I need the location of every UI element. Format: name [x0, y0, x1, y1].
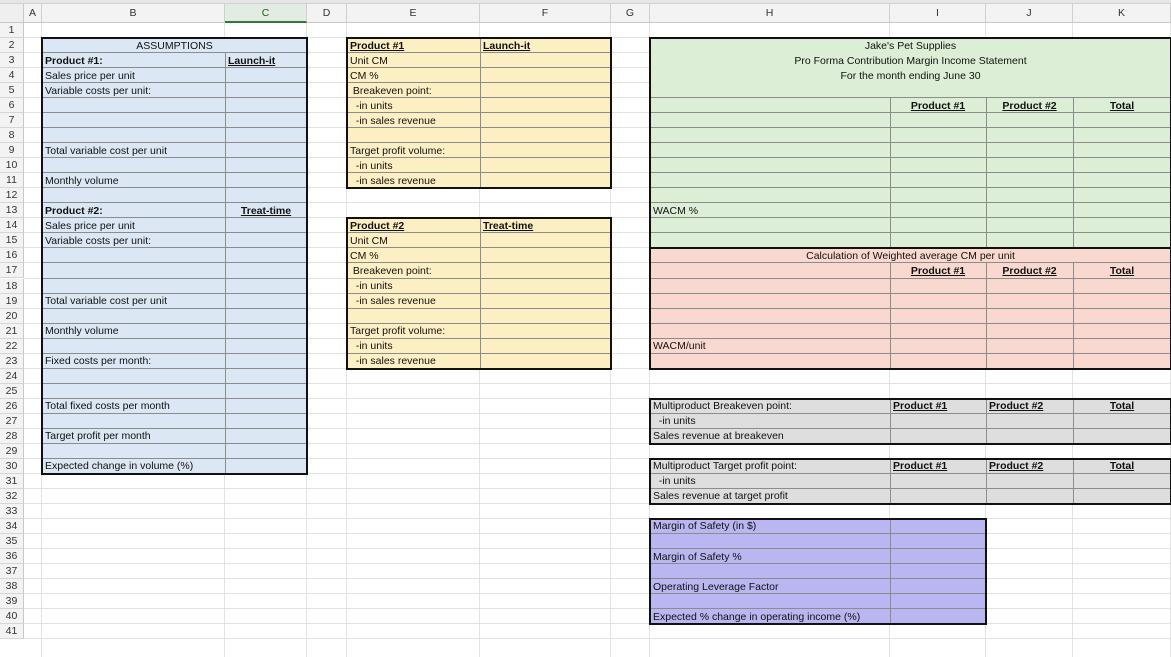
is-title-2[interactable]: Pro Forma Contribution Margin Income Statement — [794, 54, 1027, 67]
column-header-c[interactable]: C — [225, 4, 307, 23]
expected-op-income[interactable]: Expected % change in operating income (%) — [653, 610, 861, 623]
wacm-unit-label[interactable]: WACM/unit — [653, 340, 706, 353]
cell-divider — [890, 263, 891, 368]
sales-price-label[interactable]: Sales price per unit — [45, 69, 135, 82]
column-header-j[interactable]: J — [986, 4, 1073, 23]
product2-header[interactable]: Product #2 — [350, 219, 405, 232]
product1-label[interactable]: Product #1: — [45, 54, 103, 67]
row-header-32[interactable]: 32 — [0, 489, 24, 504]
product1-name[interactable]: Launch-it — [228, 54, 276, 67]
cell-divider — [225, 53, 226, 474]
cell-divider — [986, 98, 987, 248]
fixed-costs-label[interactable]: Fixed costs per month: — [45, 355, 152, 368]
monthly-volume2-label[interactable]: Monthly volume — [45, 325, 119, 338]
monthly-volume-label[interactable]: Monthly volume — [45, 174, 119, 187]
product2-target[interactable]: Target profit volume: — [350, 325, 446, 338]
gridline-h — [24, 593, 1171, 594]
cell-divider — [650, 187, 1171, 188]
is-col-product1[interactable]: Product #1 — [910, 99, 966, 112]
row-header-28[interactable]: 28 — [0, 429, 24, 444]
column-header-k[interactable]: K — [1073, 4, 1171, 23]
cell-divider — [650, 308, 1171, 309]
product1-t-sales[interactable]: -in sales revenue — [350, 174, 436, 187]
total-variable2-label[interactable]: Total variable cost per unit — [45, 295, 167, 308]
product1-target[interactable]: Target profit volume: — [350, 144, 446, 157]
is-title-3[interactable]: For the month ending June 30 — [840, 69, 981, 82]
row-header-13[interactable]: 13 — [0, 203, 24, 218]
row-header-29[interactable]: 29 — [0, 444, 24, 459]
column-header-b[interactable]: B — [42, 4, 225, 23]
cell-divider — [1073, 98, 1074, 248]
product1-be-units[interactable]: -in units — [350, 99, 393, 112]
column-header-h[interactable]: H — [650, 4, 890, 23]
tp-title[interactable]: Multiproduct Target profit point: — [653, 460, 797, 473]
product1-unit-cm[interactable]: Unit CM — [350, 54, 388, 67]
row-header-36[interactable]: 36 — [0, 549, 24, 564]
column-header-a[interactable]: A — [24, 4, 42, 23]
product2-be-units[interactable]: -in units — [350, 280, 393, 292]
row-header-17[interactable]: 17 — [0, 263, 24, 278]
row-header-26[interactable]: 26 — [0, 399, 24, 414]
total-variable-label[interactable]: Total variable cost per unit — [45, 144, 167, 157]
row-header-39[interactable]: 39 — [0, 594, 24, 609]
target-profit-label[interactable]: Target profit per month — [45, 430, 151, 443]
row-header-35[interactable]: 35 — [0, 534, 24, 549]
row-header-22[interactable]: 22 — [0, 339, 24, 354]
row-header-27[interactable]: 27 — [0, 414, 24, 429]
row-header-6[interactable]: 6 — [0, 98, 24, 113]
column-header-e[interactable]: E — [347, 4, 480, 23]
total-fixed-label[interactable]: Total fixed costs per month — [45, 400, 170, 413]
cell-divider — [42, 262, 307, 263]
expected-change-label[interactable]: Expected change in volume (%) — [45, 460, 194, 473]
olf[interactable]: Operating Leverage Factor — [653, 580, 779, 593]
be-col-product1[interactable]: Product #1 — [893, 400, 948, 413]
row-header-12[interactable]: 12 — [0, 188, 24, 203]
cell-divider — [890, 519, 891, 624]
row-header-14[interactable]: 14 — [0, 218, 24, 233]
product1-name[interactable]: Launch-it — [483, 39, 531, 52]
product1-header[interactable]: Product #1 — [350, 39, 405, 52]
row-header-16[interactable]: 16 — [0, 248, 24, 263]
mos-dollar[interactable]: Margin of Safety (in $) — [653, 520, 757, 533]
product2-unit-cm[interactable]: Unit CM — [350, 234, 388, 247]
row-header-25[interactable]: 25 — [0, 384, 24, 399]
cell-divider — [650, 127, 1171, 128]
gridline-h — [24, 563, 1171, 564]
row-header-24[interactable]: 24 — [0, 369, 24, 384]
tp-col-product2[interactable]: Product #2 — [989, 460, 1044, 473]
cell-divider — [890, 98, 891, 248]
row-header-41[interactable]: 41 — [0, 624, 24, 639]
row-header-8[interactable]: 8 — [0, 128, 24, 143]
cell-divider — [650, 293, 1171, 294]
tp-col-total[interactable]: Total — [1109, 460, 1135, 473]
column-header-i[interactable]: I — [890, 4, 986, 23]
row-header-19[interactable]: 19 — [0, 294, 24, 309]
wacm-col-total[interactable]: Total — [1109, 264, 1135, 277]
gridline-h — [24, 578, 1171, 579]
variable-costs-label[interactable]: Variable costs per unit: — [45, 84, 152, 97]
cell-divider — [480, 218, 481, 368]
row-header-11[interactable]: 11 — [0, 173, 24, 188]
gridline-h — [24, 623, 1171, 624]
product2-cm-pct[interactable]: CM % — [350, 249, 379, 262]
is-col-total[interactable]: Total — [1109, 99, 1135, 112]
row-header-23[interactable]: 23 — [0, 354, 24, 369]
assumptions-title[interactable]: ASSUMPTIONS — [136, 39, 213, 52]
product1-t-units[interactable]: -in units — [350, 159, 393, 172]
column-header-d[interactable]: D — [307, 4, 347, 23]
row-header-18[interactable]: 18 — [0, 279, 24, 294]
cell-divider — [42, 112, 307, 113]
wacm-col-product1[interactable]: Product #1 — [910, 264, 966, 277]
is-title-1[interactable]: Jake's Pet Supplies — [864, 39, 957, 52]
cell-divider — [42, 127, 307, 128]
row-header-1[interactable]: 1 — [0, 23, 24, 38]
product2-label[interactable]: Product #2: — [45, 204, 103, 217]
gridline-h — [24, 518, 1171, 519]
gridline-h — [24, 548, 1171, 549]
column-header-f[interactable]: F — [480, 4, 611, 23]
row-header-30[interactable]: 30 — [0, 459, 24, 474]
tp-col-product1[interactable]: Product #1 — [893, 460, 948, 473]
cell-divider — [42, 278, 307, 279]
row-header-2[interactable]: 2 — [0, 38, 24, 53]
cell-divider — [480, 38, 481, 188]
row-header-37[interactable]: 37 — [0, 564, 24, 579]
row-header-40[interactable]: 40 — [0, 609, 24, 624]
product1-cm-pct[interactable]: CM % — [350, 69, 379, 82]
gridline-h — [24, 638, 1171, 639]
be-sales[interactable]: Sales revenue at breakeven — [653, 430, 784, 443]
variable-costs2-label[interactable]: Variable costs per unit: — [45, 234, 152, 247]
row-header-21[interactable]: 21 — [0, 324, 24, 339]
product2-t-units[interactable]: -in units — [350, 340, 393, 353]
row-header-7[interactable]: 7 — [0, 113, 24, 128]
column-header-g[interactable]: G — [611, 4, 650, 23]
row-header-34[interactable]: 34 — [0, 519, 24, 534]
row-header-31[interactable]: 31 — [0, 474, 24, 489]
tp-units[interactable]: -in units — [653, 475, 696, 488]
cell-divider — [650, 157, 1171, 158]
be-col-total[interactable]: Total — [1109, 400, 1135, 413]
row-header-38[interactable]: 38 — [0, 579, 24, 594]
tp-sales[interactable]: Sales revenue at target profit — [653, 490, 788, 503]
gridline-h — [24, 533, 1171, 534]
product1-breakeven[interactable]: Breakeven point: — [350, 84, 432, 97]
is-col-product2[interactable]: Product #2 — [1002, 99, 1057, 112]
product2-name[interactable]: Treat-time — [483, 219, 534, 232]
cell-divider — [42, 383, 307, 384]
cell-divider — [1073, 263, 1074, 368]
be-units[interactable]: -in units — [653, 415, 696, 428]
row-header-9[interactable]: 9 — [0, 143, 24, 158]
product1-be-sales[interactable]: -in sales revenue — [350, 114, 436, 127]
cell-divider — [650, 323, 1171, 324]
gridline-h — [24, 608, 1171, 609]
wacm-col-product2[interactable]: Product #2 — [1002, 264, 1057, 277]
row-header-4[interactable]: 4 — [0, 68, 24, 83]
product2-name[interactable]: Treat-time — [240, 204, 292, 217]
wacm-title[interactable]: Calculation of Weighted average CM per unit — [806, 249, 1015, 262]
product2-be-sales[interactable]: -in sales revenue — [350, 295, 436, 308]
row-header-33[interactable]: 33 — [0, 504, 24, 519]
cell-divider — [650, 172, 1171, 173]
row-header-10[interactable]: 10 — [0, 158, 24, 173]
cell-divider — [650, 232, 1171, 233]
sales-price2-label[interactable]: Sales price per unit — [45, 219, 135, 232]
cell-divider — [986, 263, 987, 368]
cell-divider — [650, 142, 1171, 143]
row-header-15[interactable]: 15 — [0, 233, 24, 248]
row-header-20[interactable]: 20 — [0, 309, 24, 324]
product2-breakeven[interactable]: Breakeven point: — [350, 264, 432, 277]
be-title[interactable]: Multiproduct Breakeven point: — [653, 400, 792, 413]
row-header-3[interactable]: 3 — [0, 53, 24, 68]
product2-t-sales[interactable]: -in sales revenue — [350, 355, 436, 368]
mos-pct[interactable]: Margin of Safety % — [653, 550, 742, 563]
select-all-corner[interactable] — [0, 4, 24, 23]
be-col-product2[interactable]: Product #2 — [989, 400, 1044, 413]
row-header-5[interactable]: 5 — [0, 83, 24, 98]
is-wacm-pct[interactable]: WACM % — [653, 204, 699, 217]
